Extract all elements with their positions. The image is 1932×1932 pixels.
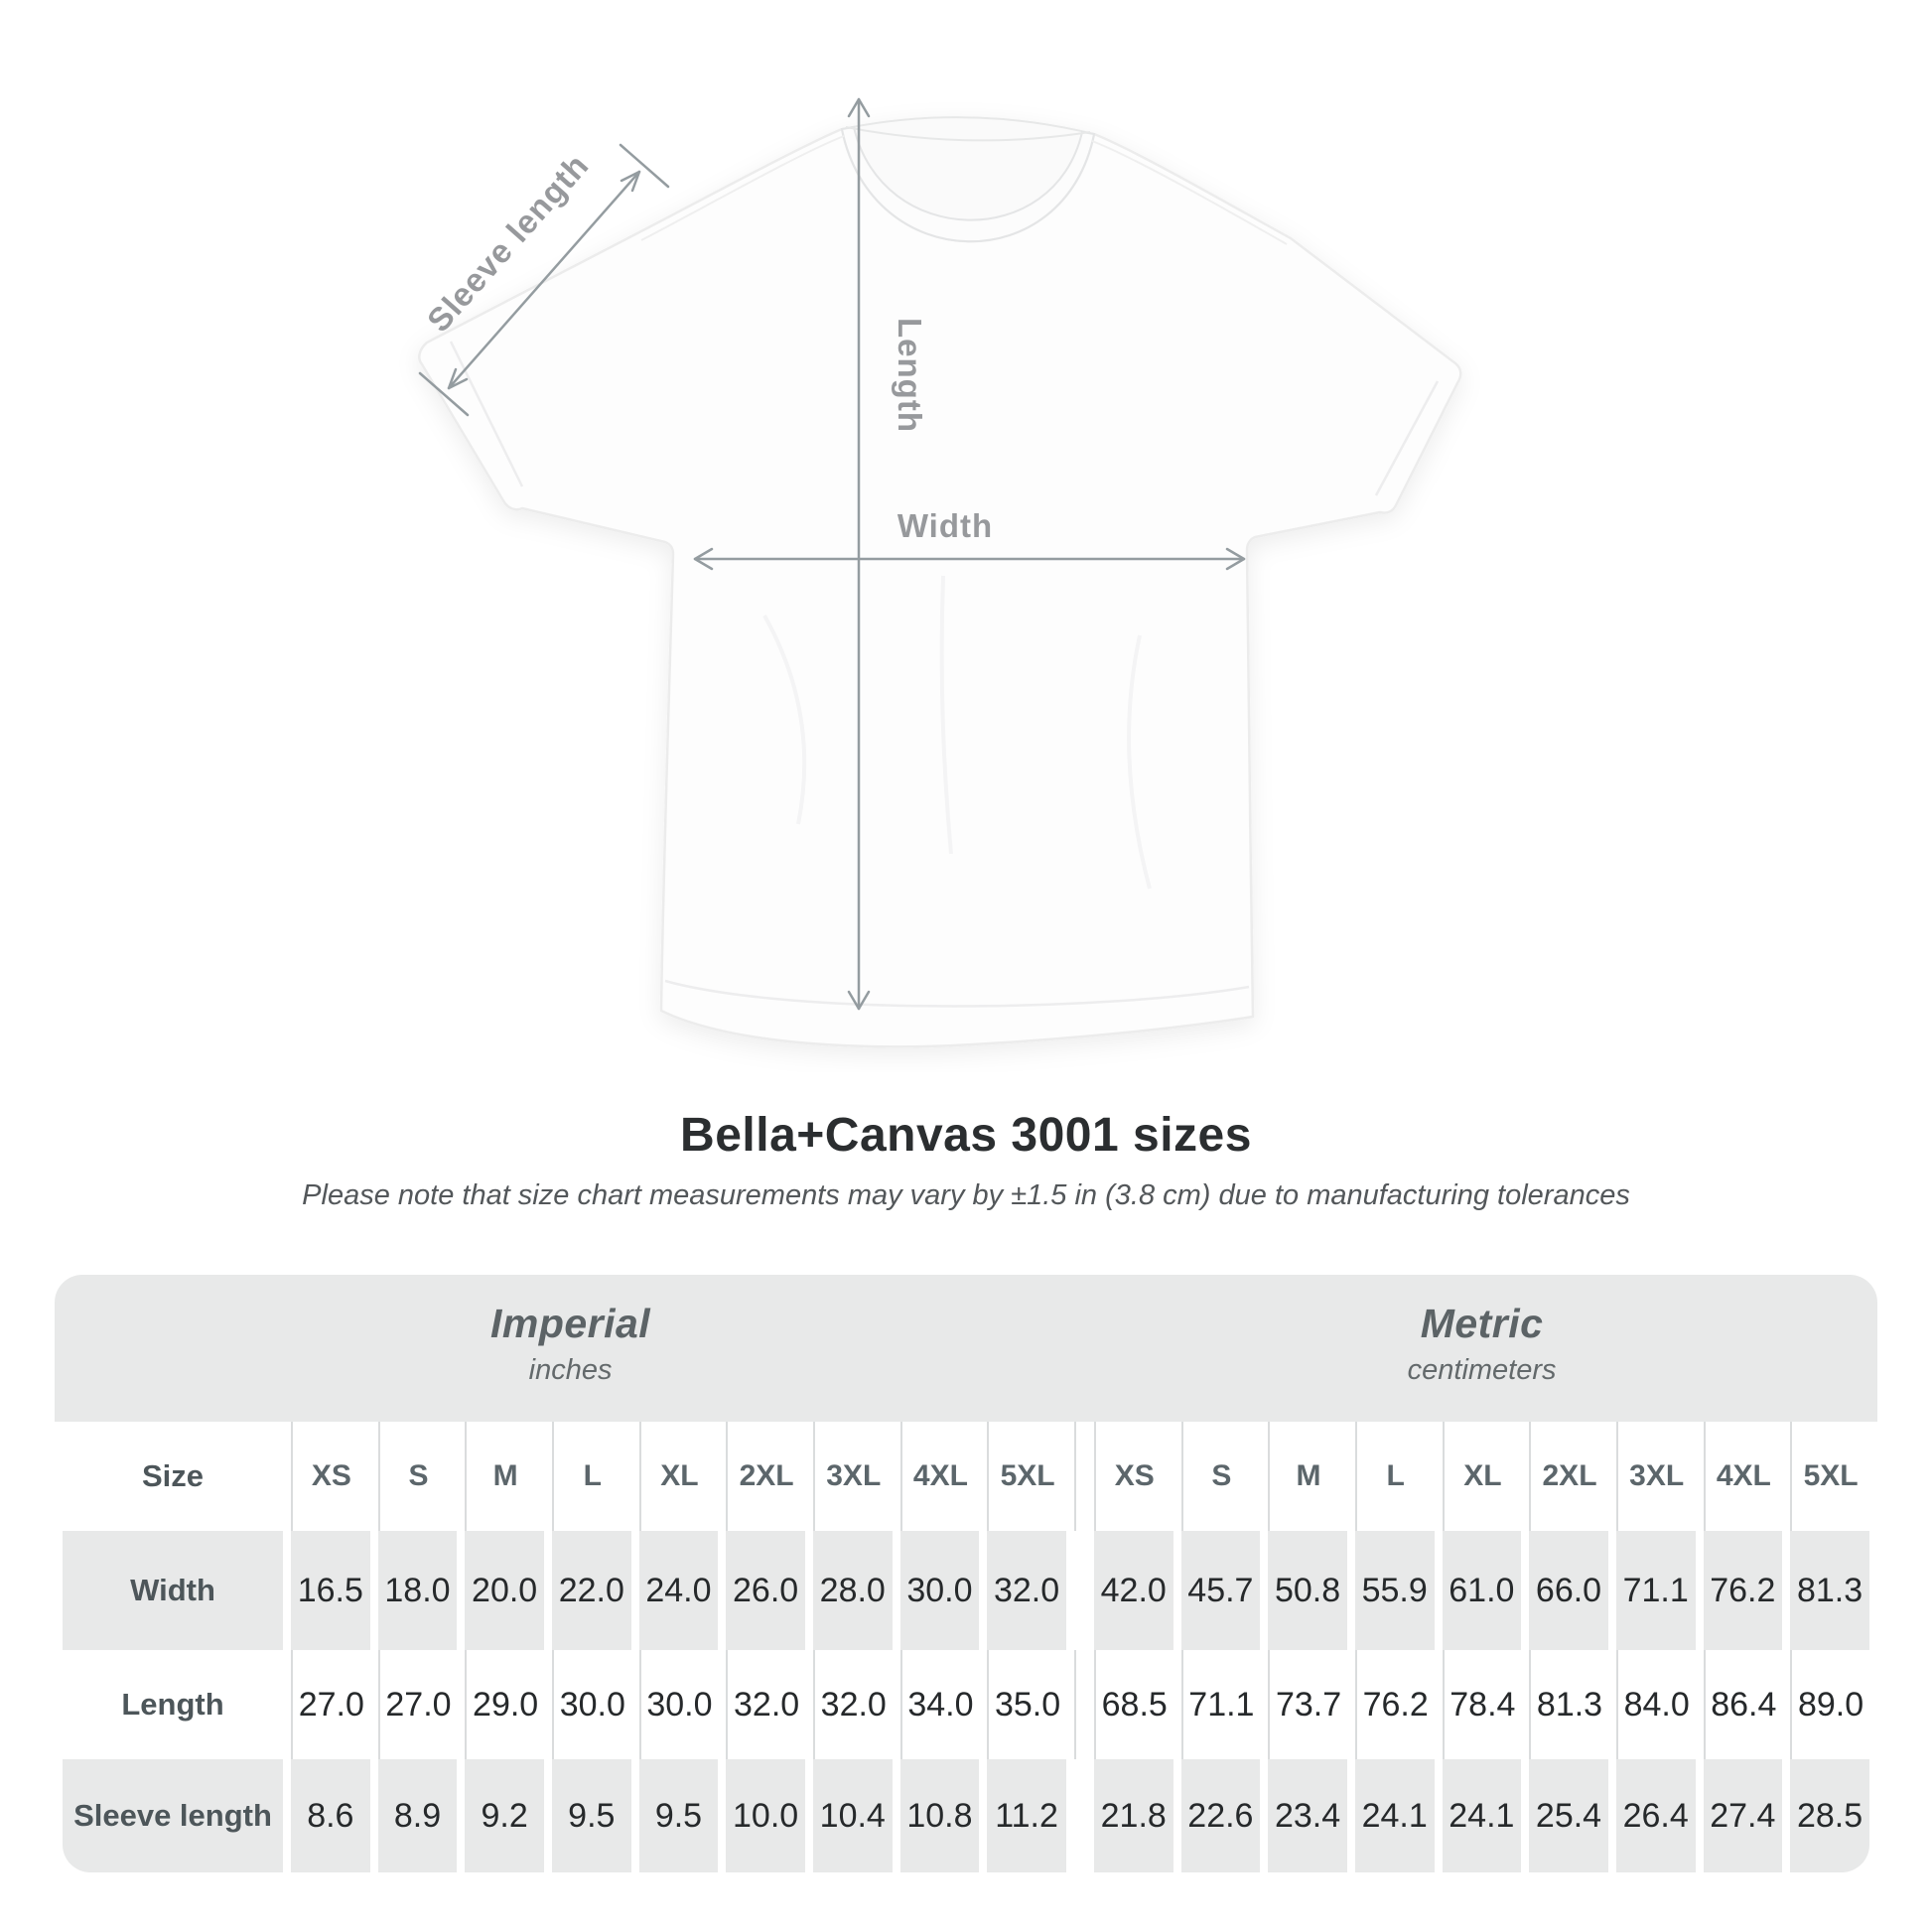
metric-unit-label: centimeters [1407, 1354, 1557, 1386]
value-cell: 34.0 [900, 1650, 980, 1759]
value-cell: 20.0 [465, 1531, 544, 1650]
value-cell: 32.0 [987, 1531, 1066, 1650]
value-cell: 28.5 [1790, 1759, 1869, 1872]
value-cell: 71.1 [1181, 1650, 1261, 1759]
size-col-header: 2XL [1529, 1422, 1608, 1531]
value-cell: 81.3 [1790, 1531, 1869, 1650]
size-col-header: 3XL [1616, 1422, 1696, 1531]
size-col-header: XL [639, 1422, 719, 1531]
value-cell: 16.5 [291, 1531, 370, 1650]
sleeve-length-label: Sleeve length [419, 146, 597, 340]
value-cell: 24.1 [1443, 1759, 1522, 1872]
page-title: Bella+Canvas 3001 sizes [680, 1109, 1252, 1162]
width-label: Width [897, 507, 994, 544]
size-col-header: 4XL [900, 1422, 980, 1531]
size-col-header: L [552, 1422, 631, 1531]
value-cell: 21.8 [1094, 1759, 1173, 1872]
value-cell: 24.0 [639, 1531, 719, 1650]
value-cell: 9.5 [639, 1759, 719, 1872]
value-cell: 30.0 [639, 1650, 719, 1759]
page-subtitle: Please note that size chart measurements may vary by ±1.5 in (3.8 cm) due to manufacturing tolerances [302, 1179, 1630, 1211]
imperial-label: Imperial [489, 1301, 651, 1346]
value-cell: 32.0 [726, 1650, 805, 1759]
value-cell: 68.5 [1094, 1650, 1173, 1759]
sleeve-length-row [63, 1759, 1869, 1872]
size-chart [55, 1275, 1877, 1872]
length-label: Length [892, 318, 928, 433]
value-cell: 76.2 [1355, 1650, 1435, 1759]
value-cell: 61.0 [1443, 1531, 1522, 1650]
value-cell: 81.3 [1529, 1650, 1608, 1759]
row-label-size: Size [141, 1458, 205, 1493]
value-cell: 30.0 [900, 1531, 980, 1650]
value-cell: 50.8 [1268, 1531, 1347, 1650]
size-col-header: 5XL [987, 1422, 1066, 1531]
group-gap [1074, 1422, 1086, 1531]
value-cell: 11.2 [987, 1759, 1066, 1872]
metric-group-header [1086, 1275, 1877, 1422]
size-col-header: M [1268, 1422, 1347, 1531]
length-row [63, 1650, 1869, 1759]
value-cell: 86.4 [1704, 1650, 1783, 1759]
size-col-header: 2XL [726, 1422, 805, 1531]
value-cell: 10.0 [726, 1759, 805, 1872]
size-col-header: XS [1094, 1422, 1173, 1531]
value-cell: 73.7 [1268, 1650, 1347, 1759]
width-row [63, 1531, 1869, 1650]
value-cell: 78.4 [1443, 1650, 1522, 1759]
row-label-length: Length [121, 1687, 224, 1722]
value-cell: 66.0 [1529, 1531, 1608, 1650]
group-gap [1074, 1531, 1086, 1650]
imperial-unit-label: inches [528, 1354, 613, 1386]
value-cell: 71.1 [1616, 1531, 1696, 1650]
value-cell: 18.0 [378, 1531, 458, 1650]
value-cell: 76.2 [1704, 1531, 1783, 1650]
size-col-header: 5XL [1790, 1422, 1869, 1531]
value-cell: 23.4 [1268, 1759, 1347, 1872]
size-header-row [63, 1422, 1869, 1531]
size-col-header: 4XL [1704, 1422, 1783, 1531]
value-cell: 35.0 [987, 1650, 1066, 1759]
value-cell: 32.0 [813, 1650, 893, 1759]
value-cell: 42.0 [1094, 1531, 1173, 1650]
tshirt-silhouette [419, 117, 1460, 1046]
row-label-sleeve-length: Sleeve length [63, 1759, 283, 1872]
row-label-width: Width [63, 1531, 283, 1650]
value-cell: 9.2 [465, 1759, 544, 1872]
value-cell: 55.9 [1355, 1531, 1435, 1650]
size-col-header: M [465, 1422, 544, 1531]
group-gap [1074, 1759, 1086, 1872]
title-block [0, 1108, 1932, 1213]
value-cell: 8.9 [378, 1759, 458, 1872]
value-cell: 27.4 [1704, 1759, 1783, 1872]
size-col-header: XL [1443, 1422, 1522, 1531]
value-cell: 29.0 [465, 1650, 544, 1759]
value-cell: 10.4 [813, 1759, 893, 1872]
size-chart-table [55, 1422, 1877, 1872]
value-cell: 45.7 [1181, 1531, 1261, 1650]
size-col-header: S [1181, 1422, 1261, 1531]
value-cell: 10.8 [900, 1759, 980, 1872]
value-cell: 26.4 [1616, 1759, 1696, 1872]
value-cell: 28.0 [813, 1531, 893, 1650]
metric-label: Metric [1420, 1301, 1544, 1346]
value-cell: 27.0 [378, 1650, 458, 1759]
value-cell: 24.1 [1355, 1759, 1435, 1872]
value-cell: 26.0 [726, 1531, 805, 1650]
value-cell: 30.0 [552, 1650, 631, 1759]
size-col-header: S [378, 1422, 458, 1531]
value-cell: 84.0 [1616, 1650, 1696, 1759]
value-cell: 22.0 [552, 1531, 631, 1650]
unit-header-band [55, 1275, 1877, 1422]
group-gap [1074, 1650, 1086, 1759]
size-col-header: L [1355, 1422, 1435, 1531]
value-cell: 22.6 [1181, 1759, 1261, 1872]
value-cell: 8.6 [291, 1759, 370, 1872]
size-col-header: XS [291, 1422, 370, 1531]
value-cell: 89.0 [1790, 1650, 1869, 1759]
value-cell: 27.0 [291, 1650, 370, 1759]
size-col-header: 3XL [813, 1422, 893, 1531]
imperial-group-header [55, 1275, 1086, 1422]
value-cell: 9.5 [552, 1759, 631, 1872]
value-cell: 25.4 [1529, 1759, 1608, 1872]
